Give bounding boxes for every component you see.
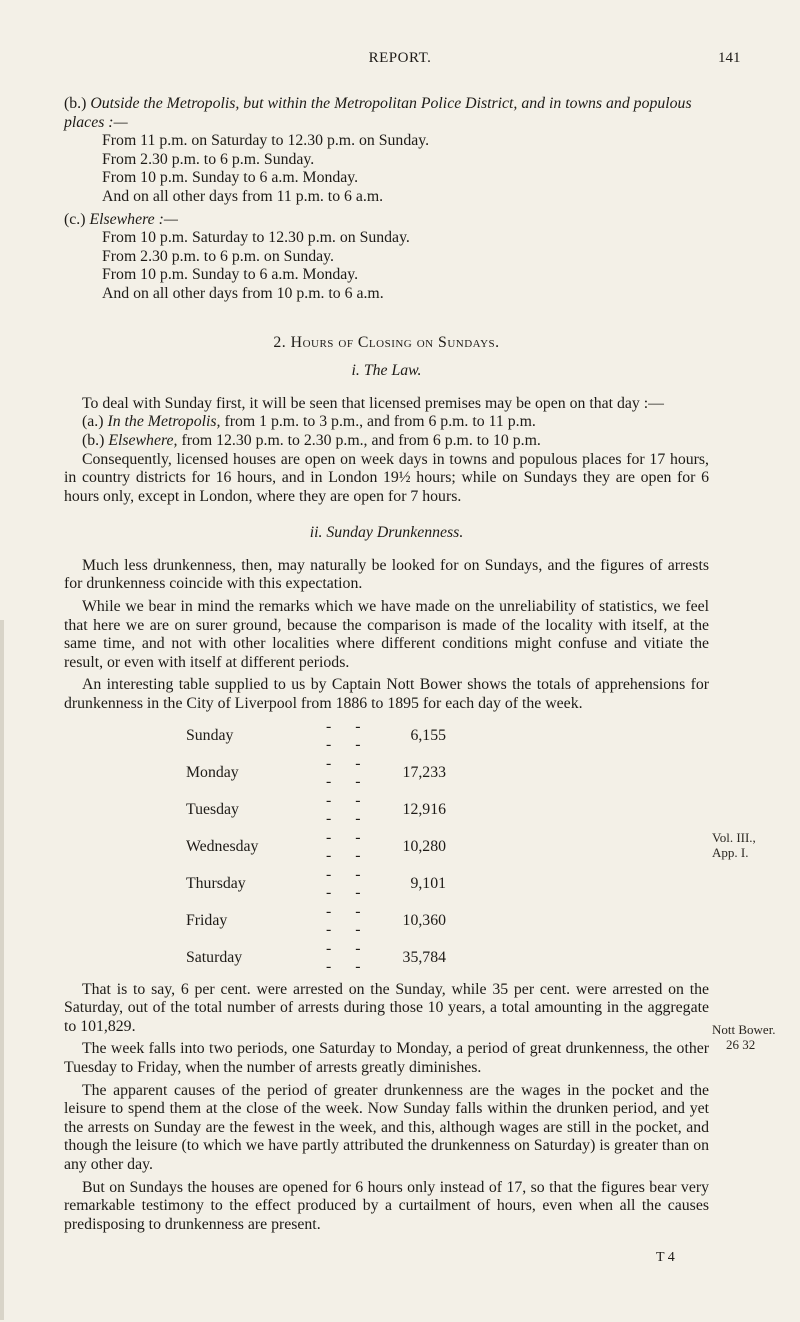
section-b-label: (b.) [64,95,87,112]
table-value: 17,233 [402,763,446,781]
section-b-line: From 2.30 p.m. to 6 p.m. Sunday. [102,150,315,168]
table-day: Tuesday [186,800,239,818]
paragraph: The week falls into two periods, one Saturday to Monday, a period of great drunkenness, the other Tuesday to Friday, when the number of arrests greatly diminishes. [64,1040,709,1076]
table-day: Friday [186,911,228,929]
margin-note-line: App. I. [712,845,749,860]
item-b-place: Elsewhere, [108,431,178,449]
section-c-line: From 10 p.m. Saturday to 12.30 p.m. on Sunday. [102,229,410,247]
binding-shadow [0,620,4,1320]
section-b-heading-text: Outside the Metropolis, but within the Metropolitan Police District, and in towns and populous places :— [64,95,692,131]
item-a-text: from 1 p.m. to 3 p.m., and from 6 p.m. to 11 p.m. [224,413,536,431]
paragraph: An interesting table supplied to us by Captain Nott Bower shows the totals of apprehensions for drunkenness in the City of Liverpool from 1886 to 1895 for each day of the week. [64,676,709,713]
page-number: 141 [718,50,741,66]
item-b [64,432,709,451]
table-row: Sunday - - - - 6,155 [186,717,446,754]
margin-note-line: Nott Bower. [712,1022,776,1037]
table-value: 9,101 [410,874,446,892]
body-text [64,95,709,1234]
table-row: Wednesday - - - - 10,280 [186,828,446,865]
header-title: REPORT. [368,50,432,66]
section-b-line: From 10 p.m. Sunday to 6 a.m. Monday. [102,169,359,187]
item-a-label: (a.) [82,413,104,431]
table-value: 10,360 [402,911,446,929]
item-a [64,413,709,432]
table-day: Sunday [186,726,234,744]
section-c-label: (c.) [64,210,86,228]
section-b-heading [64,95,709,132]
paragraph: Much less drunkenness, then, may naturally be looked for on Sundays, and the figures of arrests for drunkenness coincide with this expectation. [64,556,709,593]
arrests-table [186,718,446,977]
consequently-paragraph: Consequently, licensed houses are open on week days in towns and populous places for 17 hours, in country districts for 16 hours, and in London 19½ hours; while on Sundays they are open for 6 hours only, except in London, where they are open for 7 hours. [64,450,709,505]
paragraph: While we bear in mind the remarks which we have made on the unreliability of statistics, we feel that here we are on surer ground, because the comparison is made of the locality with itself, at the same time, and not with other localities where different conditions might confuse and vitiate the result, or even with itself at different periods. [64,598,709,671]
table-day: Thursday [186,874,246,892]
table-row: Friday - - - - 10,360 [186,902,446,939]
section-b-line: And on all other days from 11 p.m. to 6 a.m. [102,187,384,205]
table-value: 10,280 [402,837,446,855]
paragraph: But on Sundays the houses are opened for 6 hours only instead of 17, so that the figures bear very remarkable testimony to the effect produced by a curtailment of hours, even when all the causes predisposing to drunkenness are present. [64,1178,709,1233]
section-c-heading-text: Elsewhere :— [89,210,178,228]
item-b-label: (b.) [82,431,105,449]
margin-note-line: 26 32 [726,1037,756,1052]
table-value: 35,784 [402,948,446,966]
section-2-title: 2. Hours of Closing on Sundays. [273,333,500,351]
margin-note-line: Vol. III., [712,830,756,845]
table-day: Monday [186,763,239,781]
table-day: Saturday [186,948,243,966]
section-b-line: From 11 p.m. on Saturday to 12.30 p.m. on Sunday. [102,132,430,150]
item-b-text: from 12.30 p.m. to 2.30 p.m., and from 6 p.m. to 10 p.m. [181,431,541,449]
paragraph: The apparent causes of the period of greater drunkenness are the wages in the pocket and the leisure to spend them at the close of the week. Now Sunday falls within the drunken period, and yet the arrests on Sunday are the fewest in the week, and this, although wages are still in the pocket, and though the leisure (to which we have partly attributed the drunkenness on Saturday) is greater than on any other day. [64,1081,709,1173]
margin-note-vol [712,830,756,860]
running-header [0,50,800,74]
paragraph: That is to say, 6 per cent. were arrested on the Sunday, while 35 per cent. were arrested on the Saturday, out of the total number of arrests during those 10 years, a total amounting in the aggregate to 101,829. [64,980,709,1035]
section-c-heading [64,211,709,230]
signature-mark: T 4 [656,1250,675,1265]
subsection-ii-title: ii. Sunday Drunkenness. [309,524,464,542]
table-value: 12,916 [402,800,446,818]
section-c-line: From 10 p.m. Sunday to 6 a.m. Monday. [102,266,359,284]
margin-note-nott-bower [712,1022,776,1052]
table-day: Wednesday [186,837,259,855]
table-row: Thursday - - - - 9,101 [186,865,446,902]
subsection-i-title: i. The Law. [351,362,422,380]
section-c-line: And on all other days from 10 p.m. to 6 a.m. [102,284,384,302]
table-row: Saturday - - - - 35,784 [186,939,446,976]
section-c-line: From 2.30 p.m. to 6 p.m. on Sunday. [102,247,334,265]
item-a-place: In the Metropolis, [107,413,221,431]
intro-paragraph: To deal with Sunday first, it will be seen that licensed premises may be open on that day :— [82,394,664,412]
table-value: 6,155 [410,726,446,744]
table-row: Tuesday - - - - 12,916 [186,791,446,828]
table-row: Monday - - - - 17,233 [186,754,446,791]
